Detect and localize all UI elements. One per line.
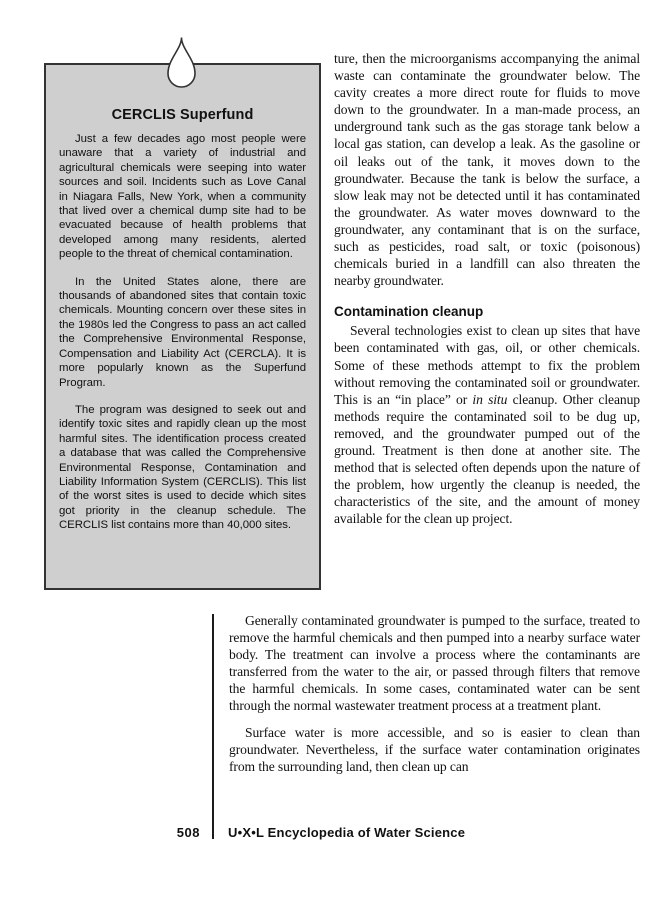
- page-number: 508: [176, 825, 200, 840]
- continued-paragraph: ture, then the microorganisms accompanying the animal waste can contaminate the groundwater below. The cavity creates a more direct route for fluids to move down to the groundwater. In a man-made process, an underground tank such as the gas storage tank below a local gas station, can develop a leak. As the gasoline or oil leaks out of the tank, it moves down to the groundwater. Because the tank is below the surface, a slow leak may not be detected until it has contaminated the groundwater. As water moves downward to the groundwater, any contaminant that is on the surface, such as pesticides, road salt, or toxic (poisonous) chemicals buried in a landfill can also threaten the nearby groundwater.: [334, 51, 640, 289]
- section-heading: Contamination cleanup: [334, 304, 484, 320]
- main-column: [334, 50, 640, 527]
- full-width-paragraph-2: Surface water is more accessible, and so is easier to clean than groundwater. Nevertheless, if the surface water contamination originates from the surrounding land, then clean up can: [229, 724, 640, 774]
- sidebar-paragraph-2: In the United States alone, there are thousands of abandoned sites that contain toxic chemicals. Mounting concern over these sites in the 1980s led the Congress to pass an act called the Comprehensive Environmental Response, Compensation and Liability Act (CERCLA). It is more popularly known as the Superfund Program.: [59, 275, 306, 389]
- sidebar-title: CERCLIS Superfund: [111, 107, 254, 123]
- sidebar-paragraph-3: The program was designed to seek out and identify toxic sites and rapidly clean up the most harmful sites. The identification process created a database that was called the Comprehensive Environmental Response, Contamination and Liability Information System (CERCLIS). This list of the worst sites is used to decide which sites got priority in the cleanup schedule. The CERCLIS list contains more than 40,000 sites.: [59, 403, 306, 532]
- water-drop-icon: [163, 36, 200, 89]
- footer-title: U•X•L Encyclopedia of Water Science: [228, 825, 466, 840]
- full-width-paragraph-1: Generally contaminated groundwater is pumped to the surface, treated to remove the harmful chemicals and then pumped into a nearby surface water body. The treatment can involve a process where the contaminants are transferred from the water to the air, or passed through filters that remove the harmful chemicals. In some cases, contaminated water can be sent through the normal wastewater treatment process at a treatment plant.: [229, 613, 640, 714]
- margin-rule: [212, 614, 214, 839]
- sidebar-paragraph-1: Just a few decades ago most people were unaware that a variety of industrial and agricultural chemicals were seeping into water sources and soil. Incidents such as Love Canal in Niagara Falls, New York, when a community that lived over a chemical dump site had to be evacuated because of health problems that developed among many residents, alerted people to the threat of chemical contamination.: [59, 133, 306, 261]
- section-paragraph-text-after: cleanup. Other cleanup methods require the contaminated soil to be dug up, removed, and the groundwater pumped out of the ground. Treatment is then done at another site. The method that is selected often depends upon the nature of the problem, how urgently the cleanup is needed, the characteristics of the site, and the amount of money available for the clean up project.: [334, 391, 640, 527]
- section-paragraph-text: Several technologies exist to clean up sites that have been contaminated with gas, oil, or other chemicals. Some of these methods attempt to fix the problem without removing the contaminated soil or groundwater. This is an “in place” or: [334, 323, 640, 407]
- full-width-block: [229, 612, 640, 784]
- sidebar-box-cerclis: [44, 63, 321, 590]
- section-paragraph: [334, 322, 640, 527]
- section-paragraph-italic: in situ: [472, 391, 508, 407]
